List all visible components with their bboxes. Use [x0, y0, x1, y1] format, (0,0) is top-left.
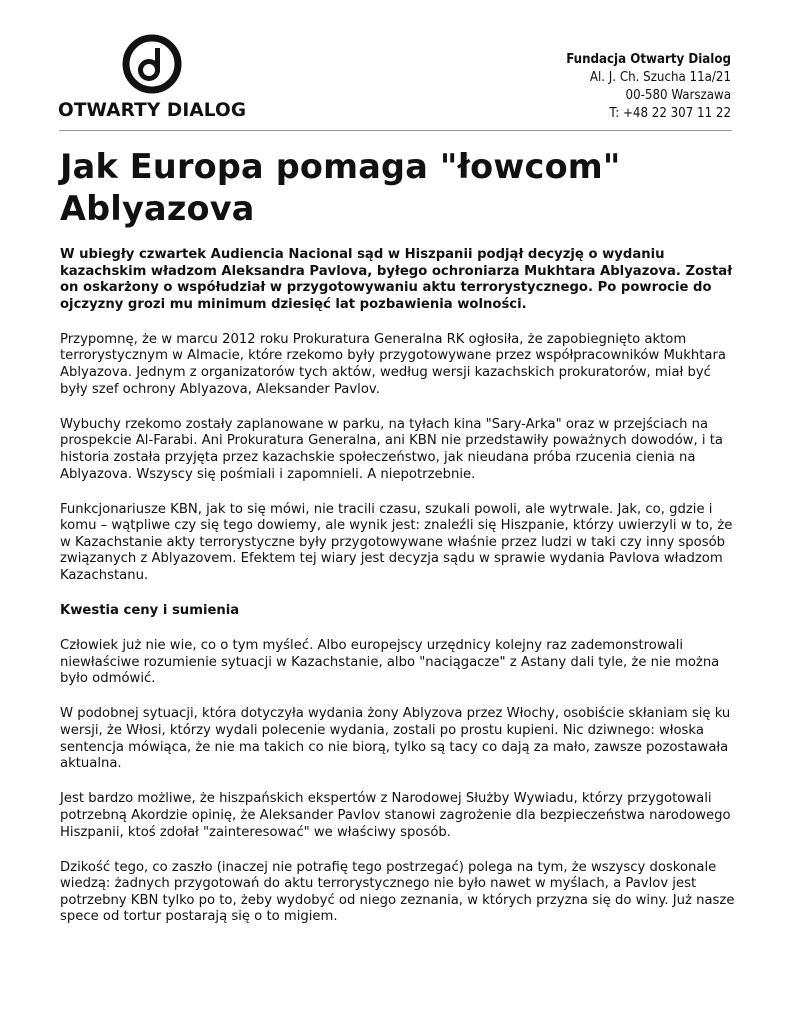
paragraph: Dzikość tego, co zaszło (inaczej nie potrafię tego postrzegać) polega na tym, że wszyscy doskonale wiedzą: żadnych przygotowań do aktu terrorystycznego nie było nawet w myślach, a Pavlov jest potrzebny KBN tylko po to, żeby wydobyć od niego zeznania, w których przyzna się do winy. Już nasze spece od tortur postarają się o to migiem. — [60, 859, 735, 925]
paragraph: Wybuchy rzekomo zostały zaplanowane w parku, na tyłach kina "Sary-Arka" oraz w przejściach na prospekcie Al-Farabi. Ani Prokuratura Generalna, ani KBN nie przedstawiły poważnych dowodów, i ta historia została przyjęta przez kazachskie społeczeństwo, jak nieudana próba rzucenia cienia na Ablyazova. Wszyscy się pośmiali i zapomnieli. A niepotrzebnie. — [60, 416, 723, 482]
phone-line: T: +48 22 307 11 22 — [609, 106, 731, 121]
contact-block — [566, 51, 731, 123]
address-line: Al. J. Ch. Szucha 11a/21 — [589, 70, 731, 85]
logo-text: OTWARTY DIALOG — [58, 100, 247, 121]
paragraph: Człowiek już nie wie, co o tym myśleć. Albo europejscy urzędnicy kolejny raz zademonstrowali niewłaściwe rozumienie sytuacji w Kazachstanie, albo "naciągacze" z Astany dali tyle, że nie można było odmówić. — [60, 638, 720, 687]
paragraph: Przypomnę, że w marcu 2012 roku Prokuratura Generalna RK ogłosiła, że zapobiegnięto aktom terrorystycznym w Almacie, które rzekomo były przygotowywane przez współpracowników Mukhtara Ablyazova. Jednym z organizatorów tych aktów, według wersji kazachskich prokuratorów, miał być były szef ochrony Ablyazova, Aleksander Pavlov. — [60, 331, 726, 397]
paragraph: W podobnej sytuacji, która dotyczyła wydania żony Ablyzova przez Włochy, osobiście skłaniam się ku wersji, że Włosi, którzy wydali polecenie wydania, zostali po prostu kupieni. Nic dziwnego: włoska sentencja mówiąca, że nie ma takich co nie biorą, tylko są tacy co dają za mało, zawsze pozostawała aktualna. — [60, 706, 731, 772]
otwarty-dialog-logo-icon — [122, 34, 182, 94]
paragraph: Funkcjonariusze KBN, jak to się mówi, nie tracili czasu, szukali powoli, ale wytrwale. Jak, co, gdzie i komu – wątpliwe czy się tego dowiemy, ale wynik jest: znaleźli się Hiszpanie, którzy uwierzyli w to, że w Kazachstanie akty terrorystyczne były przygotowywane właśnie przez ludzi w taki czy inny sposób związanych z Ablyazovem. Efektem tej wiary jest decyzja sądu w sprawie wydania Pavlova władzom Kazachstanu. — [60, 501, 733, 583]
section-heading: Kwestia ceny i sumienia — [60, 603, 240, 619]
article-lead: W ubiegły czwartek Audiencia Nacional sąd w Hiszpanii podjął decyzję o wydaniu kazachskim władzom Aleksandra Pavlova, byłego ochroniarza Mukhtara Ablyazova. Został on oskarżony o współudział w przygotowywaniu aktu terrorystycznego. Po powrocie do ojczyzny grozi mu minimum dziesięć lat pozbawienia wolności. — [60, 247, 733, 312]
city-line: 00-580 Warszawa — [625, 88, 731, 103]
article — [60, 146, 736, 945]
paragraph: Jest bardzo możliwe, że hiszpańskich ekspertów z Narodowej Służby Wywiadu, którzy przygotowali potrzebną Akordzie opinię, że Aleksander Pavlov stanowi zagrożenie dla bezpieczeństwa narodowego Hiszpanii, ktoś zdołał "zainteresować" we właściwy sposób. — [60, 791, 731, 840]
article-title: Jak Europa pomaga "łowcom" Ablyazova — [60, 147, 621, 228]
organization-name: Fundacja Otwarty Dialog — [566, 52, 731, 67]
header-divider — [59, 130, 732, 131]
